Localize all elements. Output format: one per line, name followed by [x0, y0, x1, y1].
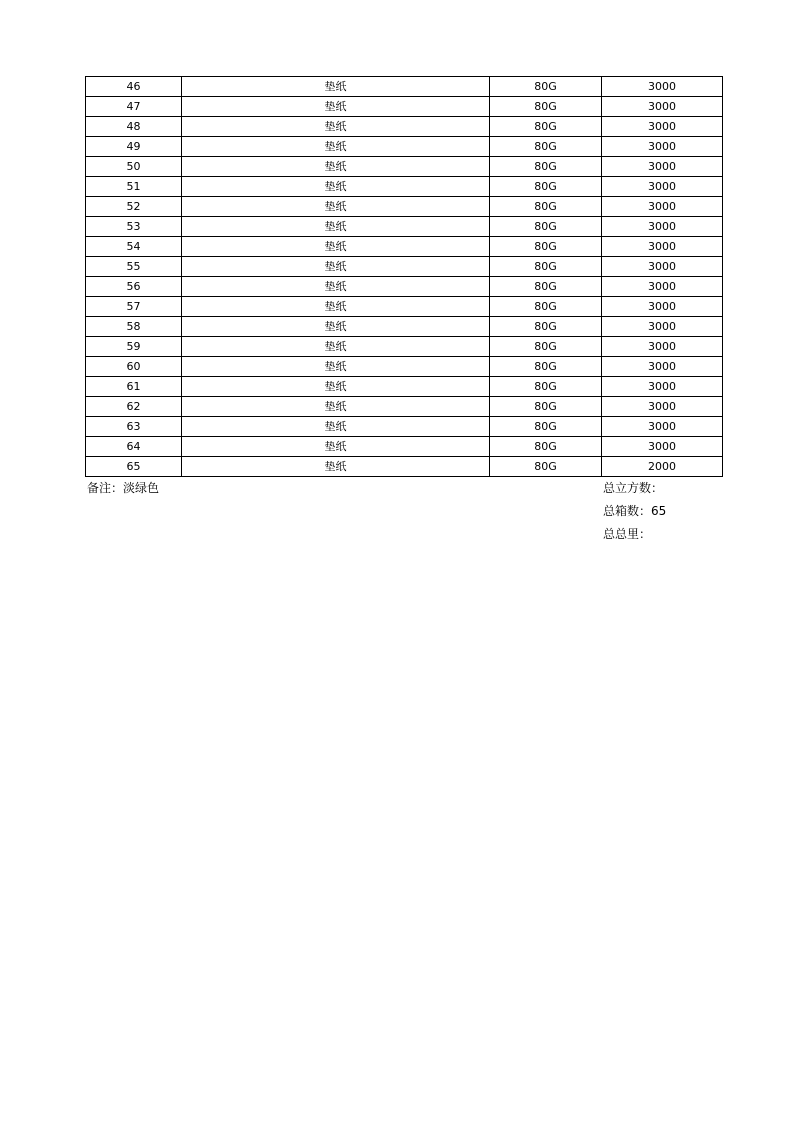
cell-item-number: 56 [86, 277, 182, 297]
cell-quantity: 3000 [602, 377, 723, 397]
cell-paper-weight: 80G [490, 317, 602, 337]
table-row [86, 197, 723, 217]
cell-quantity: 3000 [602, 177, 723, 197]
table-row [86, 177, 723, 197]
cell-paper-weight: 80G [490, 377, 602, 397]
cell-item-number: 65 [86, 457, 182, 477]
cell-item-name: 垫纸 [182, 417, 490, 437]
cell-item-number: 58 [86, 317, 182, 337]
cell-paper-weight: 80G [490, 457, 602, 477]
table-row [86, 97, 723, 117]
cell-item-name: 垫纸 [182, 157, 490, 177]
cell-paper-weight: 80G [490, 257, 602, 277]
cell-item-name: 垫纸 [182, 257, 490, 277]
cell-quantity: 3000 [602, 117, 723, 137]
cell-item-number: 59 [86, 337, 182, 357]
table-row [86, 217, 723, 237]
cell-item-number: 48 [86, 117, 182, 137]
cell-quantity: 3000 [602, 77, 723, 97]
cell-paper-weight: 80G [490, 237, 602, 257]
cell-item-name: 垫纸 [182, 277, 490, 297]
cell-item-number: 49 [86, 137, 182, 157]
cell-item-name: 垫纸 [182, 377, 490, 397]
table-row [86, 377, 723, 397]
cell-item-name: 垫纸 [182, 317, 490, 337]
cell-item-name: 垫纸 [182, 337, 490, 357]
cell-quantity: 3000 [602, 277, 723, 297]
total-weight-label: 总总里： [603, 527, 652, 541]
cell-paper-weight: 80G [490, 157, 602, 177]
cell-paper-weight: 80G [490, 417, 602, 437]
cell-quantity: 3000 [602, 297, 723, 317]
cell-item-name: 垫纸 [182, 457, 490, 477]
table-row [86, 437, 723, 457]
cell-item-number: 47 [86, 97, 182, 117]
table-row [86, 357, 723, 377]
table-row [86, 337, 723, 357]
cell-quantity: 3000 [602, 317, 723, 337]
packing-list-sheet [85, 76, 722, 477]
cell-item-name: 垫纸 [182, 177, 490, 197]
table-row [86, 397, 723, 417]
table-row [86, 417, 723, 437]
remark-note: 备注：淡绿色 [87, 481, 160, 495]
cell-paper-weight: 80G [490, 437, 602, 457]
cell-item-number: 53 [86, 217, 182, 237]
cell-item-name: 垫纸 [182, 137, 490, 157]
cell-item-number: 46 [86, 77, 182, 97]
cell-paper-weight: 80G [490, 77, 602, 97]
cell-item-name: 垫纸 [182, 97, 490, 117]
cell-item-number: 50 [86, 157, 182, 177]
cell-paper-weight: 80G [490, 97, 602, 117]
table-row [86, 297, 723, 317]
table-row [86, 117, 723, 137]
cell-quantity: 3000 [602, 237, 723, 257]
cell-quantity: 3000 [602, 217, 723, 237]
cell-quantity: 3000 [602, 337, 723, 357]
table-row [86, 157, 723, 177]
cell-item-name: 垫纸 [182, 77, 490, 97]
table-row [86, 137, 723, 157]
cell-paper-weight: 80G [490, 277, 602, 297]
cell-paper-weight: 80G [490, 117, 602, 137]
cell-item-name: 垫纸 [182, 217, 490, 237]
cell-paper-weight: 80G [490, 197, 602, 217]
cell-quantity: 3000 [602, 257, 723, 277]
cell-quantity: 3000 [602, 97, 723, 117]
cell-paper-weight: 80G [490, 137, 602, 157]
cell-quantity: 3000 [602, 157, 723, 177]
table-row [86, 457, 723, 477]
cell-item-number: 60 [86, 357, 182, 377]
cell-paper-weight: 80G [490, 217, 602, 237]
cell-item-number: 54 [86, 237, 182, 257]
table-row [86, 77, 723, 97]
summary-block [603, 480, 666, 549]
cell-item-name: 垫纸 [182, 237, 490, 257]
cell-item-name: 垫纸 [182, 437, 490, 457]
packing-list-table [85, 76, 723, 477]
cell-paper-weight: 80G [490, 357, 602, 377]
cell-item-number: 57 [86, 297, 182, 317]
cell-quantity: 2000 [602, 457, 723, 477]
cell-item-number: 52 [86, 197, 182, 217]
cell-paper-weight: 80G [490, 177, 602, 197]
cell-quantity: 3000 [602, 197, 723, 217]
cell-item-name: 垫纸 [182, 397, 490, 417]
table-row [86, 277, 723, 297]
cell-quantity: 3000 [602, 137, 723, 157]
table-row [86, 317, 723, 337]
cell-paper-weight: 80G [490, 397, 602, 417]
cell-quantity: 3000 [602, 417, 723, 437]
cell-item-name: 垫纸 [182, 117, 490, 137]
cell-item-name: 垫纸 [182, 357, 490, 377]
cell-item-number: 62 [86, 397, 182, 417]
cell-paper-weight: 80G [490, 297, 602, 317]
cell-quantity: 3000 [602, 357, 723, 377]
cell-quantity: 3000 [602, 437, 723, 457]
cell-item-number: 63 [86, 417, 182, 437]
cell-item-number: 55 [86, 257, 182, 277]
total-boxes-label: 总箱数：65 [603, 504, 667, 518]
cell-item-name: 垫纸 [182, 297, 490, 317]
table-row [86, 257, 723, 277]
cell-item-number: 61 [86, 377, 182, 397]
cell-paper-weight: 80G [490, 337, 602, 357]
table-body [86, 77, 723, 477]
table-row [86, 237, 723, 257]
cell-item-number: 51 [86, 177, 182, 197]
total-volume-label: 总立方数： [603, 481, 664, 495]
cell-item-number: 64 [86, 437, 182, 457]
cell-item-name: 垫纸 [182, 197, 490, 217]
cell-quantity: 3000 [602, 397, 723, 417]
